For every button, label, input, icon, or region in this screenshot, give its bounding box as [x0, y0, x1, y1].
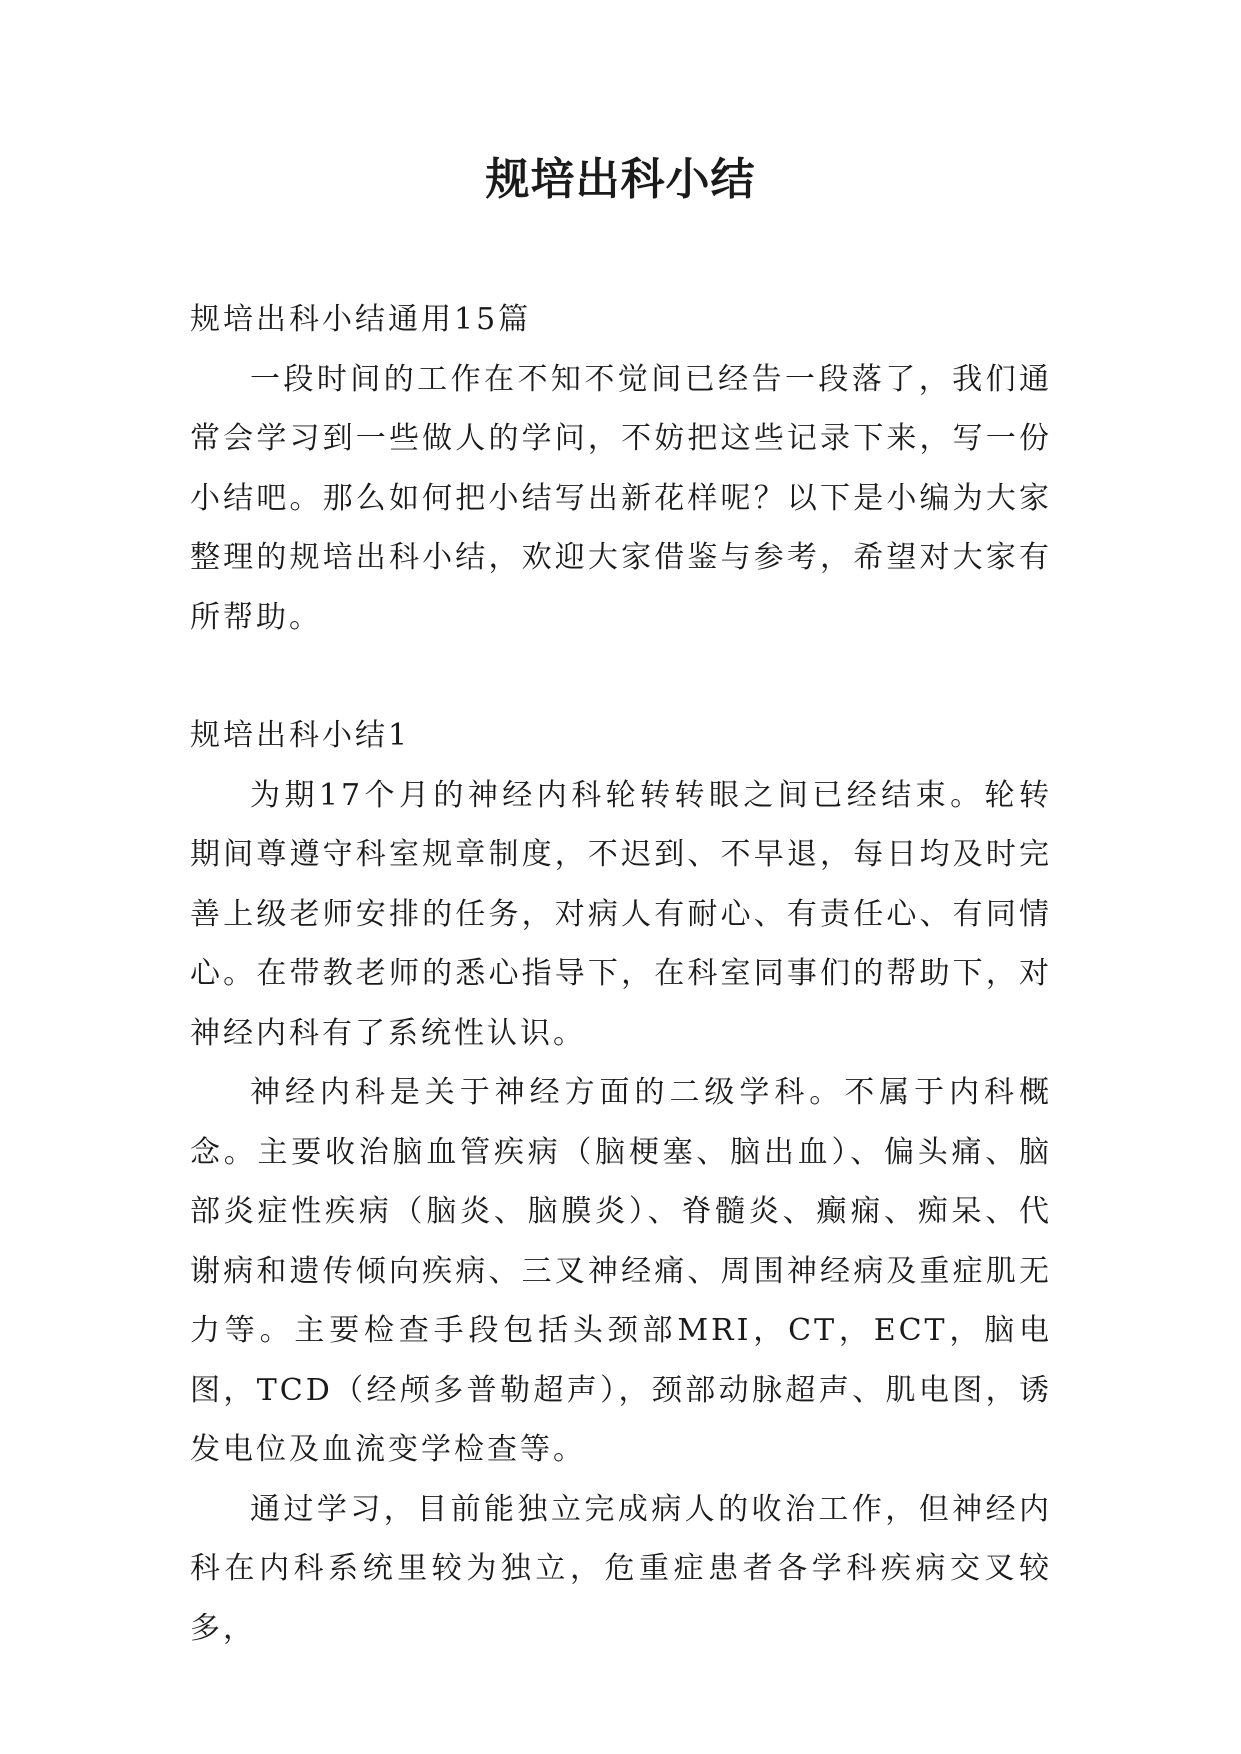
section-spacer	[190, 647, 1052, 706]
section-paragraph: 通过学习，目前能独立完成病人的收治工作，但神经内科在内科系统里较为独立，危重症患者各学科疾病交叉较多，	[190, 1491, 1052, 1646]
section-paragraph: 神经内科是关于神经方面的二级学科。不属于内科概念。主要收治脑血管疾病（脑梗塞、脑出血）、偏头痛、脑部炎症性疾病（脑炎、脑膜炎）、脊髓炎、癫痫、痴呆、代谢病和遗传倾向疾病、三叉神经痛、周围神经病及重症肌无力等。主要检查手段包括头颈部MRI，CT，ECT，脑电图，TCD（经颅多普勒超声），颈部动脉超声、肌电图，诱发电位及血流变学检查等。	[190, 1075, 1052, 1467]
intro-paragraph: 一段时间的工作在不知不觉间已经告一段落了，我们通常会学习到一些做人的学问，不妨把这些记录下来，写一份小结吧。那么如何把小结写出新花样呢？以下是小编为大家整理的规培出科小结，欢迎大家借鉴与参考，希望对大家有所帮助。	[190, 361, 1052, 635]
document-subtitle: 规培出科小结通用15篇	[190, 302, 532, 337]
document-body	[190, 290, 1052, 1658]
section-paragraph: 为期17个月的神经内科轮转转眼之间已经结束。轮转期间尊遵守科室规章制度，不迟到、不早退，每日均及时完善上级老师安排的任务，对病人有耐心、有责任心、有同情心。在带教老师的悉心指导下，在科室同事们的帮助下，对神经内科有了系统性认识。	[190, 777, 1052, 1051]
document-title: 规培出科小结	[485, 154, 756, 205]
section-heading: 规培出科小结1	[190, 718, 411, 753]
